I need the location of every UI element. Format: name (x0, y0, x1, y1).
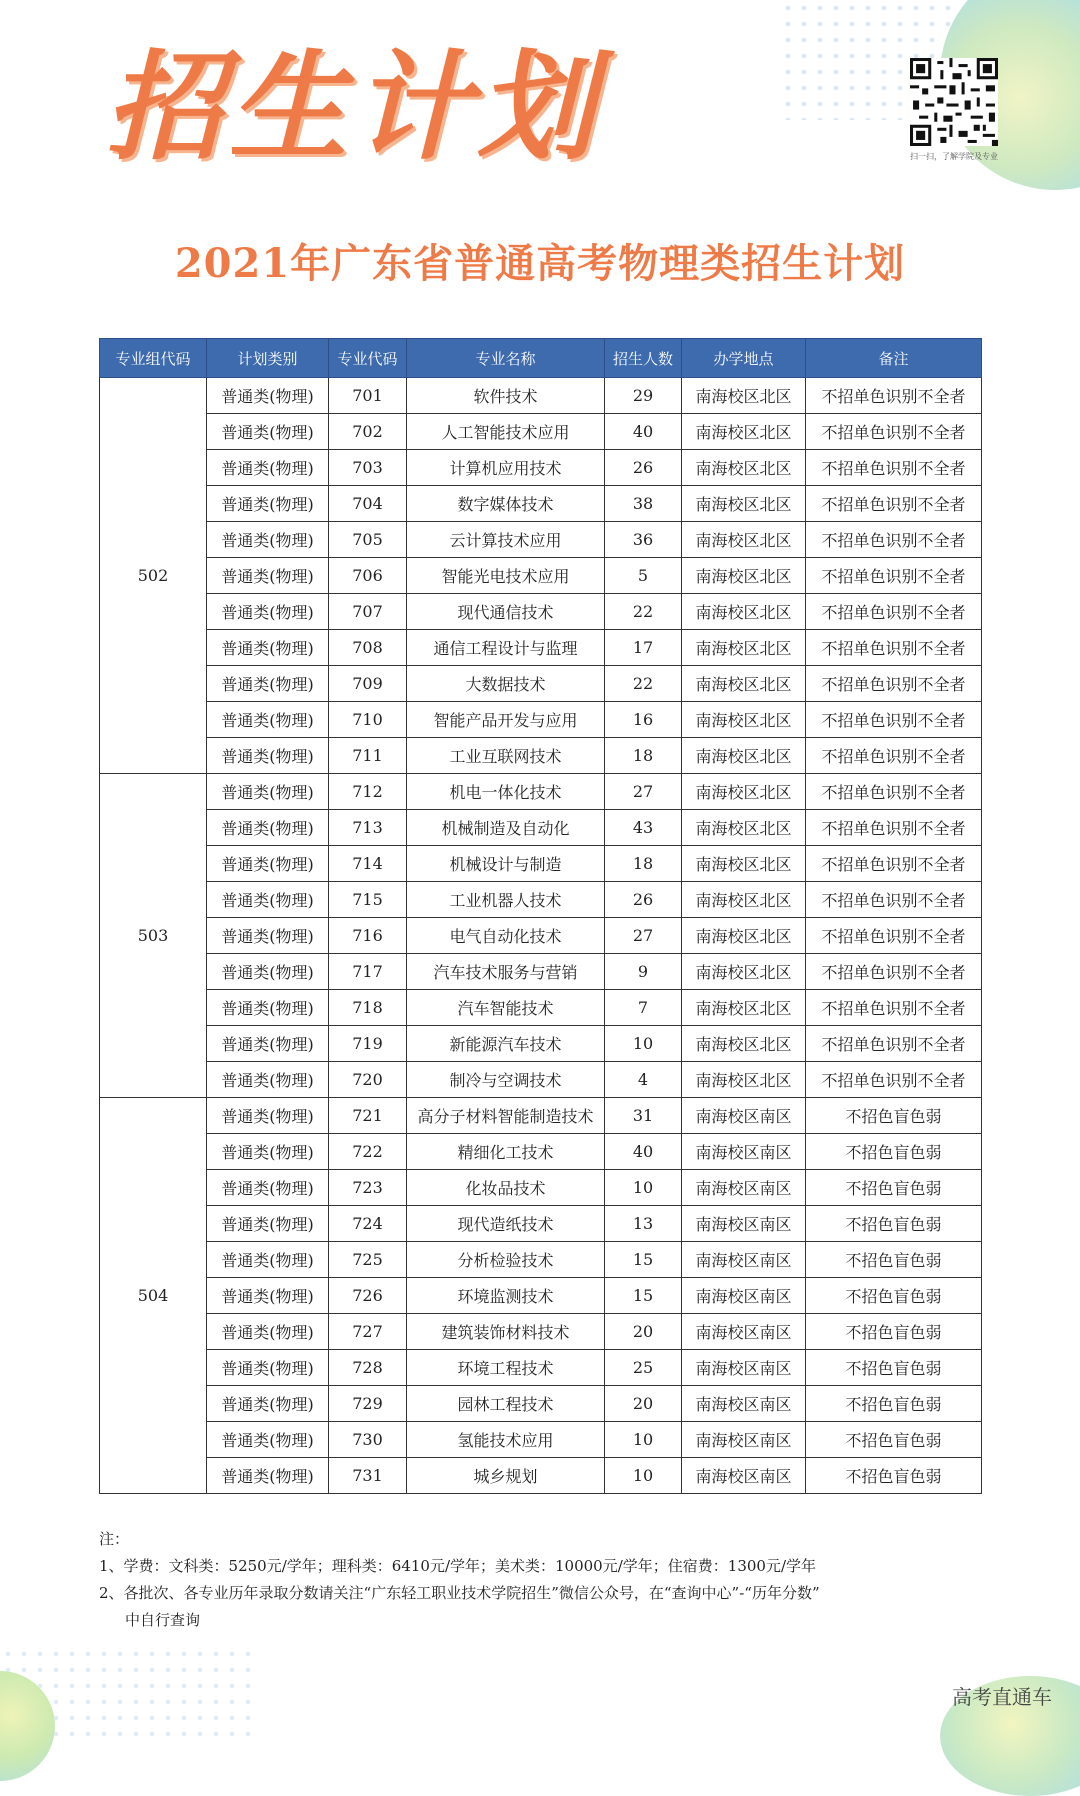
table-row (100, 1170, 982, 1206)
remark-cell: 不招单色识别不全者 (806, 702, 982, 738)
major-code-cell: 727 (329, 1314, 407, 1350)
plan-type-cell: 普通类(物理) (207, 666, 329, 702)
major-code-cell: 728 (329, 1350, 407, 1386)
major-code-cell: 719 (329, 1026, 407, 1062)
campus-cell: 南海校区北区 (682, 738, 806, 774)
note-fees: 1、学费：文科类：5250元/学年；理科类：6410元/学年；美术类：10000元/学年；住宿费：1300元/学年 (99, 1557, 817, 1575)
plan-type-cell: 普通类(物理) (207, 1242, 329, 1278)
campus-cell: 南海校区北区 (682, 1062, 806, 1098)
col-header-major-code: 专业代码 (329, 339, 407, 378)
major-code-cell: 702 (329, 414, 407, 450)
remark-cell: 不招单色识别不全者 (806, 558, 982, 594)
campus-cell: 南海校区北区 (682, 414, 806, 450)
quota-cell: 18 (605, 738, 682, 774)
remark-cell: 不招色盲色弱 (806, 1206, 982, 1242)
remark-cell: 不招单色识别不全者 (806, 486, 982, 522)
plan-type-cell: 普通类(物理) (207, 1458, 329, 1494)
campus-cell: 南海校区南区 (682, 1458, 806, 1494)
plan-type-cell: 普通类(物理) (207, 522, 329, 558)
remark-cell: 不招色盲色弱 (806, 1134, 982, 1170)
campus-cell: 南海校区北区 (682, 702, 806, 738)
major-code-cell: 707 (329, 594, 407, 630)
remark-cell: 不招单色识别不全者 (806, 666, 982, 702)
plan-type-cell: 普通类(物理) (207, 774, 329, 810)
major-name-cell: 现代造纸技术 (407, 1206, 605, 1242)
major-code-cell: 723 (329, 1170, 407, 1206)
table-row (100, 846, 982, 882)
major-name-cell: 化妆品技术 (407, 1170, 605, 1206)
campus-cell: 南海校区北区 (682, 522, 806, 558)
table-row (100, 558, 982, 594)
major-name-cell: 机械制造及自动化 (407, 810, 605, 846)
table-row (100, 1242, 982, 1278)
table-body (100, 378, 982, 1494)
campus-cell: 南海校区北区 (682, 918, 806, 954)
major-name-cell: 建筑装饰材料技术 (407, 1314, 605, 1350)
table-row (100, 990, 982, 1026)
table-row (100, 738, 982, 774)
major-code-cell: 725 (329, 1242, 407, 1278)
plan-type-cell: 普通类(物理) (207, 1314, 329, 1350)
table-row (100, 486, 982, 522)
plan-type-cell: 普通类(物理) (207, 1098, 329, 1134)
remark-cell: 不招色盲色弱 (806, 1098, 982, 1134)
quota-cell: 26 (605, 450, 682, 486)
plan-type-cell: 普通类(物理) (207, 882, 329, 918)
major-code-cell: 726 (329, 1278, 407, 1314)
plan-type-cell: 普通类(物理) (207, 558, 329, 594)
plan-subtitle: 2021年广东省普通高考物理类招生计划 (174, 240, 906, 287)
qr-caption: 扫一扫，了解学院及专业 (910, 152, 998, 161)
quota-cell: 27 (605, 918, 682, 954)
major-name-cell: 制冷与空调技术 (407, 1062, 605, 1098)
major-name-cell: 数字媒体技术 (407, 486, 605, 522)
major-code-cell: 705 (329, 522, 407, 558)
notes-section (99, 1526, 999, 1634)
table-row (100, 1098, 982, 1134)
plan-type-cell: 普通类(物理) (207, 1422, 329, 1458)
remark-cell: 不招色盲色弱 (806, 1242, 982, 1278)
campus-cell: 南海校区北区 (682, 558, 806, 594)
campus-cell: 南海校区南区 (682, 1278, 806, 1314)
major-code-cell: 706 (329, 558, 407, 594)
remark-cell: 不招单色识别不全者 (806, 450, 982, 486)
plan-type-cell: 普通类(物理) (207, 702, 329, 738)
major-name-cell: 工业机器人技术 (407, 882, 605, 918)
remark-cell: 不招单色识别不全者 (806, 774, 982, 810)
table-row (100, 702, 982, 738)
quota-cell: 4 (605, 1062, 682, 1098)
quota-cell: 15 (605, 1242, 682, 1278)
major-code-cell: 709 (329, 666, 407, 702)
remark-cell: 不招色盲色弱 (806, 1170, 982, 1206)
notes-heading: 注： (99, 1530, 130, 1548)
remark-cell: 不招单色识别不全者 (806, 810, 982, 846)
brand-watermark: 高考直通车 (952, 1685, 1052, 1709)
campus-cell: 南海校区北区 (682, 774, 806, 810)
major-name-cell: 人工智能技术应用 (407, 414, 605, 450)
campus-cell: 南海校区南区 (682, 1134, 806, 1170)
remark-cell: 不招单色识别不全者 (806, 990, 982, 1026)
col-header-plan-type: 计划类别 (207, 339, 329, 378)
plan-type-cell: 普通类(物理) (207, 846, 329, 882)
plan-type-cell: 普通类(物理) (207, 378, 329, 414)
campus-cell: 南海校区北区 (682, 630, 806, 666)
table-row (100, 810, 982, 846)
plan-type-cell: 普通类(物理) (207, 450, 329, 486)
major-name-cell: 高分子材料智能制造技术 (407, 1098, 605, 1134)
remark-cell: 不招色盲色弱 (806, 1314, 982, 1350)
quota-cell: 26 (605, 882, 682, 918)
major-code-cell: 710 (329, 702, 407, 738)
remark-cell: 不招单色识别不全者 (806, 918, 982, 954)
quota-cell: 29 (605, 378, 682, 414)
major-name-cell: 计算机应用技术 (407, 450, 605, 486)
plan-type-cell: 普通类(物理) (207, 954, 329, 990)
table-row (100, 1278, 982, 1314)
major-code-cell: 708 (329, 630, 407, 666)
plan-type-cell: 普通类(物理) (207, 738, 329, 774)
col-header-quota: 招生人数 (605, 339, 682, 378)
campus-cell: 南海校区北区 (682, 882, 806, 918)
major-name-cell: 通信工程设计与监理 (407, 630, 605, 666)
campus-cell: 南海校区北区 (682, 486, 806, 522)
major-name-cell: 机械设计与制造 (407, 846, 605, 882)
table-row (100, 918, 982, 954)
table-row (100, 1458, 982, 1494)
quota-cell: 7 (605, 990, 682, 1026)
col-header-group-code: 专业组代码 (100, 339, 207, 378)
major-code-cell: 704 (329, 486, 407, 522)
note-scores: 2、各批次、各专业历年录取分数请关注“广东轻工职业技术学院招生”微信公众号，在“查询中心”-“历年分数” (99, 1584, 820, 1602)
remark-cell: 不招单色识别不全者 (806, 1062, 982, 1098)
plan-type-cell: 普通类(物理) (207, 810, 329, 846)
major-name-cell: 电气自动化技术 (407, 918, 605, 954)
major-name-cell: 大数据技术 (407, 666, 605, 702)
plan-type-cell: 普通类(物理) (207, 1134, 329, 1170)
quota-cell: 16 (605, 702, 682, 738)
plan-type-cell: 普通类(物理) (207, 990, 329, 1026)
table-row (100, 882, 982, 918)
quota-cell: 15 (605, 1278, 682, 1314)
plan-type-cell: 普通类(物理) (207, 1350, 329, 1386)
remark-cell: 不招单色识别不全者 (806, 954, 982, 990)
table-row (100, 594, 982, 630)
enrollment-plan-table (99, 338, 982, 1494)
table-header-row (100, 339, 982, 378)
table-row (100, 522, 982, 558)
major-code-cell: 711 (329, 738, 407, 774)
plan-type-cell: 普通类(物理) (207, 1062, 329, 1098)
campus-cell: 南海校区南区 (682, 1206, 806, 1242)
table-row (100, 450, 982, 486)
major-name-cell: 现代通信技术 (407, 594, 605, 630)
remark-cell: 不招色盲色弱 (806, 1386, 982, 1422)
remark-cell: 不招单色识别不全者 (806, 1026, 982, 1062)
table-row (100, 1422, 982, 1458)
quota-cell: 40 (605, 414, 682, 450)
campus-cell: 南海校区北区 (682, 846, 806, 882)
major-code-cell: 722 (329, 1134, 407, 1170)
plan-type-cell: 普通类(物理) (207, 1206, 329, 1242)
major-name-cell: 机电一体化技术 (407, 774, 605, 810)
plan-type-cell: 普通类(物理) (207, 414, 329, 450)
quota-cell: 10 (605, 1422, 682, 1458)
campus-cell: 南海校区北区 (682, 450, 806, 486)
major-code-cell: 724 (329, 1206, 407, 1242)
quota-cell: 10 (605, 1170, 682, 1206)
quota-cell: 43 (605, 810, 682, 846)
table-row (100, 414, 982, 450)
quota-cell: 20 (605, 1314, 682, 1350)
remark-cell: 不招色盲色弱 (806, 1458, 982, 1494)
major-name-cell: 智能产品开发与应用 (407, 702, 605, 738)
table-row (100, 1314, 982, 1350)
quota-cell: 27 (605, 774, 682, 810)
major-name-cell: 新能源汽车技术 (407, 1026, 605, 1062)
plan-type-cell: 普通类(物理) (207, 1026, 329, 1062)
campus-cell: 南海校区南区 (682, 1242, 806, 1278)
major-code-cell: 731 (329, 1458, 407, 1494)
table-row (100, 1386, 982, 1422)
table-row (100, 774, 982, 810)
campus-cell: 南海校区北区 (682, 810, 806, 846)
quota-cell: 25 (605, 1350, 682, 1386)
remark-cell: 不招单色识别不全者 (806, 522, 982, 558)
quota-cell: 22 (605, 666, 682, 702)
major-name-cell: 智能光电技术应用 (407, 558, 605, 594)
major-name-cell: 环境监测技术 (407, 1278, 605, 1314)
page-title: 招生计划 (105, 38, 602, 176)
major-code-cell: 701 (329, 378, 407, 414)
major-name-cell: 精细化工技术 (407, 1134, 605, 1170)
major-name-cell: 环境工程技术 (407, 1350, 605, 1386)
campus-cell: 南海校区北区 (682, 954, 806, 990)
quota-cell: 10 (605, 1026, 682, 1062)
remark-cell: 不招色盲色弱 (806, 1422, 982, 1458)
quota-cell: 38 (605, 486, 682, 522)
campus-cell: 南海校区南区 (682, 1170, 806, 1206)
table-row (100, 630, 982, 666)
major-code-cell: 729 (329, 1386, 407, 1422)
plan-type-cell: 普通类(物理) (207, 486, 329, 522)
major-code-cell: 714 (329, 846, 407, 882)
quota-cell: 17 (605, 630, 682, 666)
major-code-cell: 717 (329, 954, 407, 990)
plan-type-cell: 普通类(物理) (207, 594, 329, 630)
major-name-cell: 软件技术 (407, 378, 605, 414)
table-row (100, 378, 982, 414)
plan-type-cell: 普通类(物理) (207, 1386, 329, 1422)
remark-cell: 不招色盲色弱 (806, 1278, 982, 1314)
table-row (100, 666, 982, 702)
major-code-cell: 720 (329, 1062, 407, 1098)
note-scores-continued: 中自行查询 (125, 1611, 201, 1629)
col-header-major-name: 专业名称 (407, 339, 605, 378)
plan-type-cell: 普通类(物理) (207, 918, 329, 954)
remark-cell: 不招单色识别不全者 (806, 378, 982, 414)
plan-type-cell: 普通类(物理) (207, 1278, 329, 1314)
campus-cell: 南海校区北区 (682, 666, 806, 702)
qr-block (906, 58, 1002, 162)
table-row (100, 1206, 982, 1242)
col-header-campus: 办学地点 (682, 339, 806, 378)
major-code-cell: 712 (329, 774, 407, 810)
major-name-cell: 园林工程技术 (407, 1386, 605, 1422)
campus-cell: 南海校区南区 (682, 1098, 806, 1134)
remark-cell: 不招单色识别不全者 (806, 882, 982, 918)
quota-cell: 31 (605, 1098, 682, 1134)
plan-type-cell: 普通类(物理) (207, 1170, 329, 1206)
campus-cell: 南海校区南区 (682, 1386, 806, 1422)
major-code-cell: 730 (329, 1422, 407, 1458)
quota-cell: 13 (605, 1206, 682, 1242)
table-row (100, 954, 982, 990)
remark-cell: 不招色盲色弱 (806, 1350, 982, 1386)
major-name-cell: 汽车技术服务与营销 (407, 954, 605, 990)
major-code-cell: 703 (329, 450, 407, 486)
major-name-cell: 分析检验技术 (407, 1242, 605, 1278)
quota-cell: 18 (605, 846, 682, 882)
table-row (100, 1350, 982, 1386)
table-row (100, 1026, 982, 1062)
quota-cell: 20 (605, 1386, 682, 1422)
major-name-cell: 氢能技术应用 (407, 1422, 605, 1458)
major-name-cell: 工业互联网技术 (407, 738, 605, 774)
major-name-cell: 城乡规划 (407, 1458, 605, 1494)
quota-cell: 36 (605, 522, 682, 558)
major-name-cell: 云计算技术应用 (407, 522, 605, 558)
remark-cell: 不招单色识别不全者 (806, 630, 982, 666)
remark-cell: 不招单色识别不全者 (806, 738, 982, 774)
remark-cell: 不招单色识别不全者 (806, 846, 982, 882)
quota-cell: 40 (605, 1134, 682, 1170)
campus-cell: 南海校区北区 (682, 594, 806, 630)
quota-cell: 5 (605, 558, 682, 594)
major-code-cell: 721 (329, 1098, 407, 1134)
major-code-cell: 718 (329, 990, 407, 1026)
major-code-cell: 716 (329, 918, 407, 954)
plan-type-cell: 普通类(物理) (207, 630, 329, 666)
col-header-remark: 备注 (806, 339, 982, 378)
remark-cell: 不招单色识别不全者 (806, 414, 982, 450)
group-code-cell: 504 (100, 1098, 207, 1494)
campus-cell: 南海校区南区 (682, 1422, 806, 1458)
campus-cell: 南海校区北区 (682, 990, 806, 1026)
campus-cell: 南海校区北区 (682, 1026, 806, 1062)
group-code-cell: 503 (100, 774, 207, 1098)
campus-cell: 南海校区南区 (682, 1314, 806, 1350)
quota-cell: 9 (605, 954, 682, 990)
campus-cell: 南海校区北区 (682, 378, 806, 414)
qr-code-icon[interactable] (910, 58, 998, 146)
major-name-cell: 汽车智能技术 (407, 990, 605, 1026)
group-code-cell: 502 (100, 378, 207, 774)
quota-cell: 22 (605, 594, 682, 630)
quota-cell: 10 (605, 1458, 682, 1494)
campus-cell: 南海校区南区 (682, 1350, 806, 1386)
major-code-cell: 713 (329, 810, 407, 846)
table-row (100, 1134, 982, 1170)
table-row (100, 1062, 982, 1098)
major-code-cell: 715 (329, 882, 407, 918)
remark-cell: 不招单色识别不全者 (806, 594, 982, 630)
